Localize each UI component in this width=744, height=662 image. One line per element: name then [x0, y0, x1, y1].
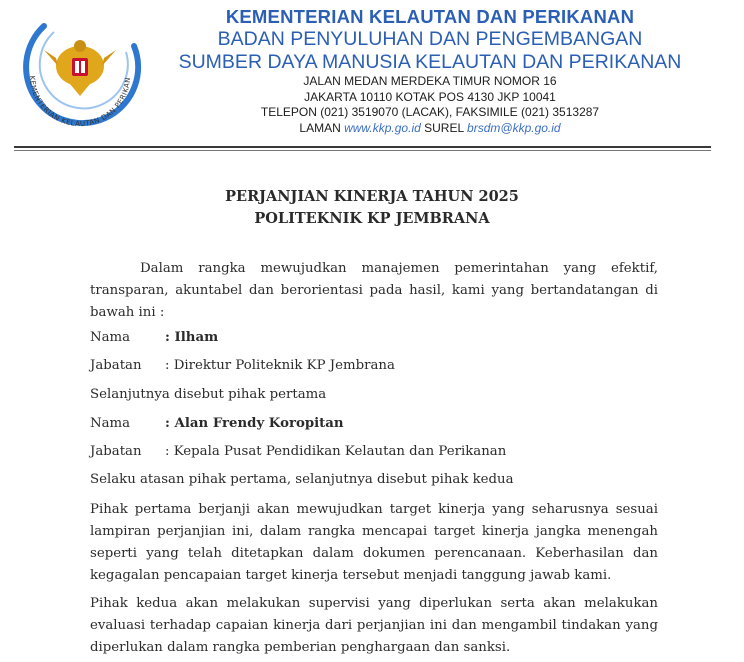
- document-subtitle: POLITEKNIK KP JEMBRANA: [254, 210, 490, 227]
- commitment-paragraph: Pihak pertama berjanji akan mewujudkan target kinerja yang seharusnya sesuai lampiran perjanjian ini, dalam rangka mencapai target kinerja jangka menengah seperti yang telah ditetapkan dalam dokumen perencanaan. Keberhasilan dan kegagalan pencapaian target kinerja tersebut menjadi tanggung jawab kami.: [90, 502, 658, 583]
- party1-position-row: [90, 358, 395, 373]
- party2-position-value: : Kepala Pusat Pendidikan Kelautan dan Perikanan: [165, 444, 507, 459]
- party1-name-value: : Ilham: [165, 330, 219, 345]
- letterhead: [150, 6, 710, 136]
- party2-name-label: Nama: [90, 416, 131, 431]
- party2-name-row: [90, 416, 344, 431]
- party1-position-label: Jabatan: [90, 358, 142, 373]
- party2-position-row: [90, 444, 506, 459]
- supervision-paragraph: Pihak kedua akan melakukan supervisi yang diperlukan serta akan melakukan evaluasi terhadap capaian kinerja dari perjanjian ini dan mengambil tindakan yang diperlukan dalam rangka pemberian penghargaan dan sanksi.: [90, 596, 658, 655]
- logo-ring-text: KEMENTERIAN KELAUTAN DAN PERIKAN: [27, 75, 133, 129]
- address-line2: JAKARTA 10110 KOTAK POS 4130 JKP 10041: [304, 89, 556, 104]
- letterhead-divider-thick: [14, 146, 711, 148]
- party2-note: Selaku atasan pihak pertama, selanjutnya disebut pihak kedua: [90, 472, 514, 487]
- phone-fax-line: TELEPON (021) 3519070 (LACAK), FAKSIMILE (021) 3513287: [260, 105, 600, 119]
- agency-name-line1: BADAN PENYULUHAN DAN PENGEMBANGAN: [217, 28, 643, 50]
- party1-position-value: : Direktur Politeknik KP Jembrana: [165, 358, 395, 373]
- web-label: LAMAN: [299, 120, 341, 135]
- website-link[interactable]: www.kkp.go.id: [344, 120, 421, 135]
- party2-position-label: Jabatan: [90, 444, 142, 459]
- contact-line: [150, 121, 710, 137]
- address-line1: JALAN MEDAN MERDEKA TIMUR NOMOR 16: [303, 74, 557, 88]
- email-label: SUREL: [424, 120, 464, 135]
- party1-note: Selanjutnya disebut pihak pertama: [90, 387, 327, 402]
- letterhead-divider-thin: [14, 150, 711, 151]
- document-title: PERJANJIAN KINERJA TAHUN 2025: [225, 188, 519, 205]
- garuda-emblem: [44, 40, 116, 96]
- ministry-name: KEMENTERIAN KELAUTAN DAN PERIKANAN: [225, 6, 635, 27]
- intro-paragraph: Dalam rangka mewujudkan manajemen pemerintahan yang efektif, transparan, akuntabel dan berorientasi pada hasil, kami yang bertandatangan di bawah ini :: [90, 261, 658, 320]
- party1-name-row: [90, 330, 218, 345]
- kkp-logo: [14, 6, 146, 138]
- agency-name-line2: SUMBER DAYA MANUSIA KELAUTAN DAN PERIKANAN: [178, 51, 682, 73]
- party2-name-value: : Alan Frendy Koropitan: [165, 416, 344, 431]
- party1-name-label: Nama: [90, 330, 131, 345]
- email-link[interactable]: brsdm@kkp.go.id: [467, 120, 561, 135]
